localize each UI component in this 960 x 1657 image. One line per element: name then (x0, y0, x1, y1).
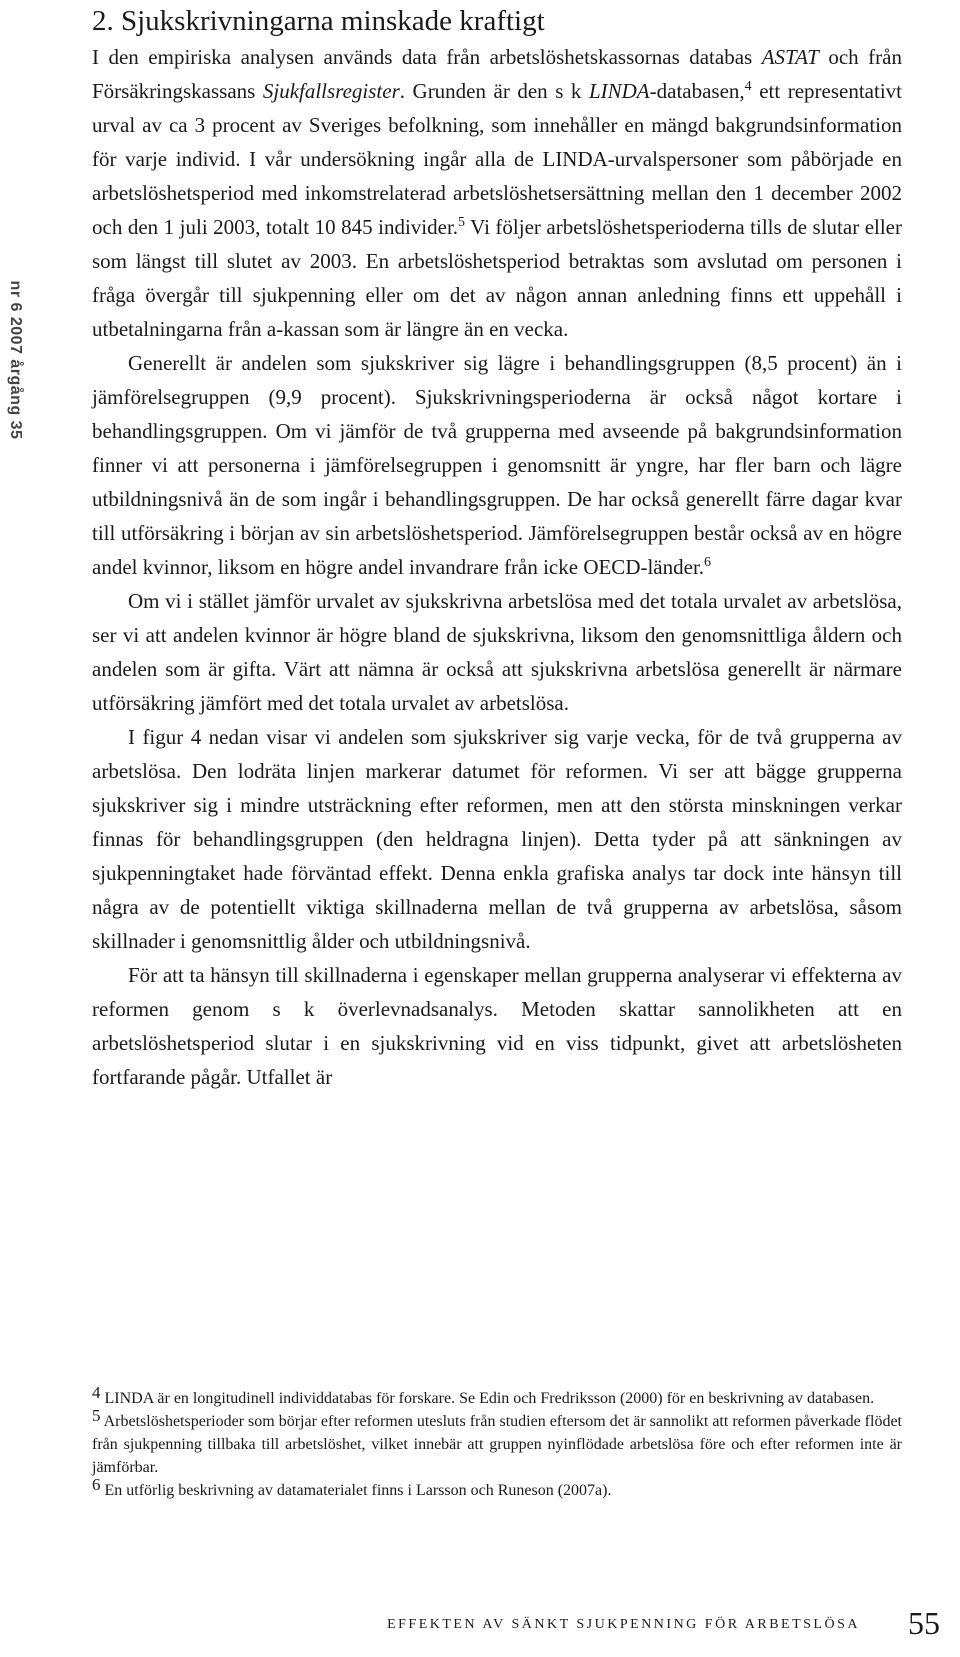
paragraph-2 (92, 346, 902, 584)
footnote-mark: 5 (92, 1406, 101, 1425)
text-run: och från Försäkringskassans (92, 45, 902, 103)
running-title: EFFEKTEN AV SÄNKT SJUKPENNING FÖR ARBETSLÖSA (387, 1617, 860, 1632)
paragraph-1 (92, 40, 902, 346)
footnote-6 (92, 1475, 902, 1502)
footnotes (92, 1383, 902, 1502)
footnote-mark: 6 (92, 1475, 101, 1494)
footnote-ref-6: 6 (704, 555, 712, 570)
footnote-ref-5: 5 (458, 215, 466, 230)
page-footer (0, 1605, 960, 1645)
text-run: . Grunden är den s k (399, 79, 589, 103)
main-text (92, 0, 902, 1094)
footnote-4 (92, 1383, 902, 1410)
page-number: 55 (908, 1605, 940, 1641)
italic-term: Sjukfallsregister (262, 79, 400, 103)
text-run: -databasen, (649, 79, 745, 103)
text-run: Generellt är andelen som sjukskriver sig lägre i behandlingsgruppen (8,5 procent) än i jämförelsegruppen (9,9 procent). Sjukskrivningsperioderna är också något kortare i behandlingsgruppen. Om vi jämför de två grupperna med avseende på bakgrundsinformation finner vi att personerna i jämförelsegruppen i genomsnitt är yngre, har fler barn och lägre utbildningsnivå än de som ingår i behandlingsgruppen. De har också generellt färre dagar kvar till utförsäkring i början av sin arbetslöshetsperiod. Jämförelsegruppen består också av en högre andel kvinnor, liksom en högre andel invandrare från icke OECD-länder. (92, 351, 902, 579)
text-run: I den empiriska analysen används data från arbetslöshetskassornas databas (92, 45, 762, 69)
paragraph-5: För att ta hänsyn till skillnaderna i egenskaper mellan grupperna analyserar vi effekterna av reformen genom s k överlevnadsanalys. Metoden skattar sannolikheten att en arbetslöshetsperiod slutar i en sjukskrivning vid en viss tidpunkt, givet att arbetslösheten fortfarande pågår. Utfallet är (92, 963, 902, 1089)
journal-issue-label: nr 6 2007 årgång 35 (7, 280, 24, 440)
sidebar-journal-info (0, 230, 30, 490)
paragraph-4: I figur 4 nedan visar vi andelen som sjukskriver sig varje vecka, för de två grupperna av arbetslösa. Den lodräta linjen markerar datumet för reformen. Vi ser att bägge grupperna sjukskriver sig i mindre utsträckning efter reformen, men att den största minskningen verkar finnas för behandlingsgruppen (den heldragna linjen). Detta tyder på att sänkningen av sjukpenningtaket hade förväntad effekt. Denna enkla grafiska analys tar dock inte hänsyn till några av de potentiellt viktiga skillnaderna mellan de två grupperna av arbetslösa, såsom skillnader i genomsnittlig ålder och utbildningsnivå. (92, 725, 902, 953)
italic-term: ASTAT (761, 45, 819, 69)
text-run: ett representativt urval av ca 3 procent av Sveriges befolkning, som innehåller en mängd bakgrundsinformation för varje individ. I vår undersökning ingår alla de LINDA-urvalspersoner som påbörjade en arbetslöshetsperiod med inkomstrelaterad arbetslöshetsersättning mellan den 1 december 2002 och den 1 juli 2003, totalt 10 845 individer. (92, 79, 902, 239)
text-run: Vi följer arbetslöshetsperioderna tills de slutar eller som längst till slutet av 2003. En arbetslöshetsperiod betraktas som avslutad om personen i fråga övergår till sjukpenning eller om det av någon annan anledning finns ett uppehåll i utbetalningarna från a-kassan som är längre än en vecka. (92, 215, 902, 341)
footnote-text: Arbetslöshetsperioder som börjar efter reformen utesluts från studien eftersom det är sannolikt att reformen påverkade flödet från sjukpenning tillbaka till arbetslöshet, vilket innebär att gruppen nyinflödade arbetslösa före och efter reformen inte är jämförbar. (92, 1413, 902, 1476)
italic-term: LINDA (588, 79, 650, 103)
footnote-ref-4: 4 (744, 79, 752, 94)
footnote-text: LINDA är en longitudinell individdatabas för forskare. Se Edin och Fredriksson (2000) för en beskrivning av databasen. (100, 1390, 875, 1407)
section-heading: 2. Sjukskrivningarna minskade kraftigt (92, 5, 545, 37)
footnote-text: En utförlig beskrivning av datamaterialet finns i Larsson och Runeson (2007a). (100, 1482, 612, 1499)
paragraph-3: Om vi i stället jämför urvalet av sjukskrivna arbetslösa med det totala urvalet av arbetslösa, ser vi att andelen kvinnor är högre bland de sjukskrivna, liksom den genomsnittliga åldern och andelen som är gifta. Värt att nämna är också att sjukskrivna arbetslösa generellt är närmare utförsäkring jämfört med det totala urvalet av arbetslösa. (92, 589, 902, 715)
footnote-5 (92, 1406, 902, 1479)
footnote-mark: 4 (92, 1383, 101, 1402)
